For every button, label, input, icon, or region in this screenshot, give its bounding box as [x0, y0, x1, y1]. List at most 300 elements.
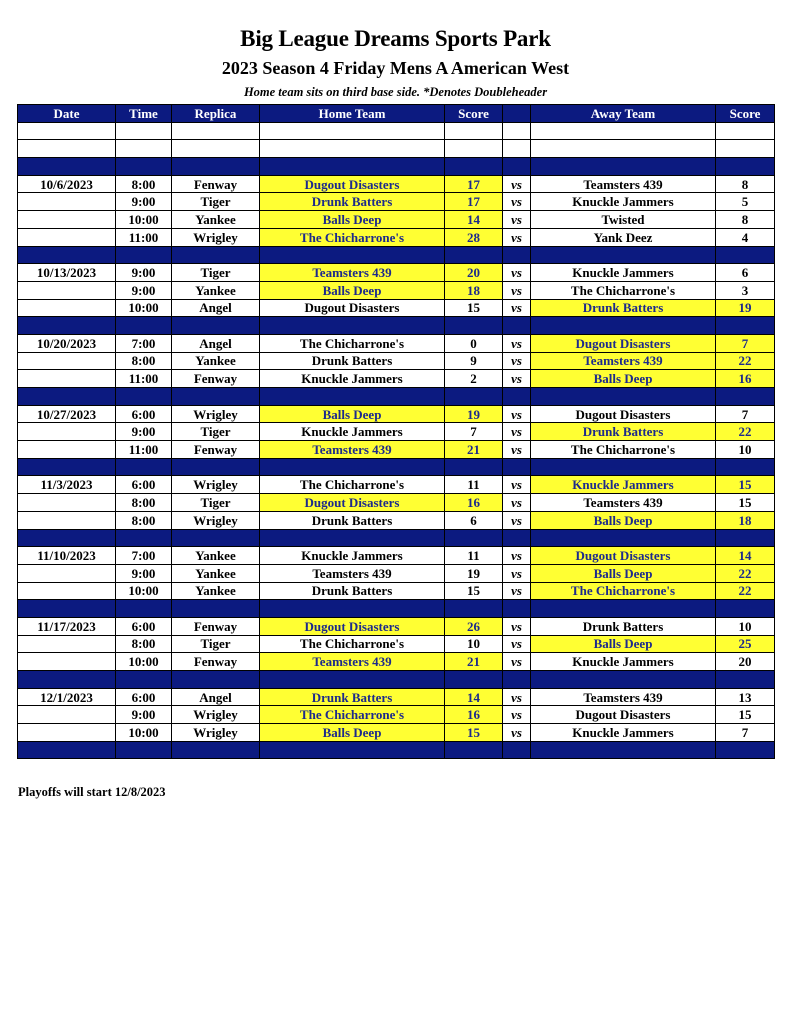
empty-cell [716, 529, 775, 547]
empty-cell [716, 158, 775, 176]
away-score: 18 [716, 511, 775, 529]
home-team: Teamsters 439 [260, 264, 445, 282]
away-score: 13 [716, 688, 775, 706]
home-team: Balls Deep [260, 211, 445, 229]
empty-cell [260, 317, 445, 335]
game-time: 8:00 [116, 511, 172, 529]
empty-cell [260, 140, 445, 158]
vs-label: vs [503, 175, 531, 193]
home-team: Teamsters 439 [260, 564, 445, 582]
home-team: Teamsters 439 [260, 441, 445, 459]
away-team: Drunk Batters [531, 299, 716, 317]
away-score: 7 [716, 334, 775, 352]
game-replica: Angel [172, 334, 260, 352]
empty-cell [116, 388, 172, 406]
game-time: 8:00 [116, 635, 172, 653]
vs-label: vs [503, 547, 531, 565]
empty-cell [531, 671, 716, 689]
home-team: Drunk Batters [260, 582, 445, 600]
home-team: Knuckle Jammers [260, 547, 445, 565]
game-replica: Fenway [172, 441, 260, 459]
vs-label: vs [503, 582, 531, 600]
vs-label: vs [503, 281, 531, 299]
game-replica: Yankee [172, 281, 260, 299]
away-team: Twisted [531, 211, 716, 229]
col-header-vs [503, 105, 531, 123]
game-date [18, 635, 116, 653]
home-score: 19 [445, 405, 503, 423]
game-replica: Wrigley [172, 228, 260, 246]
vs-label: vs [503, 211, 531, 229]
home-team: Dugout Disasters [260, 175, 445, 193]
page-subtitle: 2023 Season 4 Friday Mens A American West [221, 58, 570, 78]
game-time: 10:00 [116, 299, 172, 317]
empty-cell [445, 317, 503, 335]
empty-cell [116, 529, 172, 547]
empty-cell [531, 140, 716, 158]
home-score: 6 [445, 511, 503, 529]
empty-cell [260, 122, 445, 140]
away-team: Knuckle Jammers [531, 724, 716, 742]
empty-cell [260, 246, 445, 264]
away-team: The Chicharrone's [531, 441, 716, 459]
home-team: Drunk Batters [260, 352, 445, 370]
empty-cell [172, 246, 260, 264]
empty-cell [18, 529, 116, 547]
home-score: 0 [445, 334, 503, 352]
vs-label: vs [503, 228, 531, 246]
game-row [18, 706, 775, 724]
away-team: Dugout Disasters [531, 405, 716, 423]
empty-cell [503, 388, 531, 406]
home-score: 14 [445, 211, 503, 229]
game-time: 11:00 [116, 441, 172, 459]
empty-cell [18, 140, 116, 158]
away-team: The Chicharrone's [531, 281, 716, 299]
empty-cell [445, 529, 503, 547]
game-date [18, 423, 116, 441]
game-date: 10/6/2023 [18, 175, 116, 193]
home-score: 21 [445, 441, 503, 459]
away-team: Knuckle Jammers [531, 264, 716, 282]
game-replica: Fenway [172, 175, 260, 193]
empty-cell [445, 246, 503, 264]
game-row [18, 299, 775, 317]
home-score: 14 [445, 688, 503, 706]
vs-label: vs [503, 423, 531, 441]
home-score: 18 [445, 281, 503, 299]
empty-cell [260, 458, 445, 476]
game-time: 7:00 [116, 547, 172, 565]
game-row [18, 193, 775, 211]
home-score: 15 [445, 724, 503, 742]
game-date: 11/10/2023 [18, 547, 116, 565]
empty-cell [716, 122, 775, 140]
game-replica: Angel [172, 299, 260, 317]
home-team: Drunk Batters [260, 688, 445, 706]
game-row [18, 547, 775, 565]
game-date: 10/20/2023 [18, 334, 116, 352]
empty-cell [260, 529, 445, 547]
empty-cell [172, 122, 260, 140]
game-replica: Wrigley [172, 724, 260, 742]
game-row [18, 724, 775, 742]
home-score: 16 [445, 494, 503, 512]
game-time: 6:00 [116, 617, 172, 635]
away-score: 15 [716, 494, 775, 512]
empty-cell [172, 317, 260, 335]
vs-label: vs [503, 405, 531, 423]
game-time: 8:00 [116, 494, 172, 512]
game-replica: Wrigley [172, 511, 260, 529]
col-header-away-score: Score [716, 105, 775, 123]
empty-cell [260, 741, 445, 759]
col-header-home-team: Home Team [260, 105, 445, 123]
away-team: Teamsters 439 [531, 494, 716, 512]
empty-cell [260, 388, 445, 406]
home-score: 11 [445, 547, 503, 565]
empty-cell [531, 458, 716, 476]
game-row [18, 405, 775, 423]
empty-cell [445, 158, 503, 176]
game-date [18, 281, 116, 299]
away-score: 16 [716, 370, 775, 388]
vs-label: vs [503, 193, 531, 211]
empty-cell [445, 122, 503, 140]
playoffs-note: Playoffs will start 12/8/2023 [18, 785, 166, 799]
game-time: 6:00 [116, 688, 172, 706]
week-separator-row [18, 388, 775, 406]
empty-cell [503, 122, 531, 140]
game-time: 10:00 [116, 211, 172, 229]
week-separator-row [18, 529, 775, 547]
game-time: 9:00 [116, 193, 172, 211]
empty-cell [18, 671, 116, 689]
game-date: 10/13/2023 [18, 264, 116, 282]
game-time: 10:00 [116, 582, 172, 600]
game-date [18, 211, 116, 229]
home-team: The Chicharrone's [260, 706, 445, 724]
home-team: Balls Deep [260, 405, 445, 423]
vs-label: vs [503, 564, 531, 582]
game-date: 10/27/2023 [18, 405, 116, 423]
empty-cell [503, 246, 531, 264]
away-team: Balls Deep [531, 635, 716, 653]
away-team: Dugout Disasters [531, 334, 716, 352]
away-score: 7 [716, 724, 775, 742]
week-separator-row [18, 246, 775, 264]
away-team: The Chicharrone's [531, 582, 716, 600]
home-score: 11 [445, 476, 503, 494]
empty-cell [18, 388, 116, 406]
away-score: 22 [716, 564, 775, 582]
home-team: Balls Deep [260, 724, 445, 742]
week-separator-row [18, 158, 775, 176]
away-team: Drunk Batters [531, 617, 716, 635]
game-date [18, 706, 116, 724]
away-score: 14 [716, 547, 775, 565]
game-replica: Yankee [172, 564, 260, 582]
page-title: Big League Dreams Sports Park [240, 26, 551, 51]
vs-label: vs [503, 334, 531, 352]
game-date [18, 564, 116, 582]
vs-label: vs [503, 724, 531, 742]
away-score: 8 [716, 175, 775, 193]
game-date [18, 299, 116, 317]
game-replica: Yankee [172, 582, 260, 600]
empty-cell [716, 317, 775, 335]
game-replica: Tiger [172, 264, 260, 282]
empty-cell [445, 140, 503, 158]
vs-label: vs [503, 511, 531, 529]
col-header-home-score: Score [445, 105, 503, 123]
empty-cell [18, 741, 116, 759]
empty-cell [116, 246, 172, 264]
away-score: 6 [716, 264, 775, 282]
game-row [18, 494, 775, 512]
game-row [18, 228, 775, 246]
week-separator-row [18, 741, 775, 759]
game-date [18, 511, 116, 529]
home-team: Knuckle Jammers [260, 423, 445, 441]
home-score: 20 [445, 264, 503, 282]
game-time: 11:00 [116, 228, 172, 246]
empty-cell [531, 158, 716, 176]
empty-cell [116, 317, 172, 335]
seating-note: Home team sits on third base side. *Denotes Doubleheader [243, 85, 548, 99]
vs-label: vs [503, 370, 531, 388]
away-score: 20 [716, 653, 775, 671]
home-score: 21 [445, 653, 503, 671]
week-separator-row [18, 317, 775, 335]
away-score: 15 [716, 706, 775, 724]
empty-cell [503, 158, 531, 176]
away-score: 5 [716, 193, 775, 211]
week-separator-row [18, 458, 775, 476]
empty-cell [716, 741, 775, 759]
game-row [18, 617, 775, 635]
game-replica: Tiger [172, 494, 260, 512]
game-replica: Tiger [172, 193, 260, 211]
empty-cell [172, 741, 260, 759]
game-time: 9:00 [116, 564, 172, 582]
game-time: 6:00 [116, 405, 172, 423]
game-replica: Yankee [172, 547, 260, 565]
home-score: 19 [445, 564, 503, 582]
game-replica: Fenway [172, 617, 260, 635]
empty-cell [531, 600, 716, 618]
empty-cell [172, 388, 260, 406]
empty-cell [116, 458, 172, 476]
home-score: 2 [445, 370, 503, 388]
home-team: The Chicharrone's [260, 228, 445, 246]
game-replica: Yankee [172, 352, 260, 370]
home-team: Drunk Batters [260, 511, 445, 529]
game-row [18, 264, 775, 282]
game-replica: Wrigley [172, 405, 260, 423]
away-score: 10 [716, 617, 775, 635]
away-team: Teamsters 439 [531, 175, 716, 193]
vs-label: vs [503, 476, 531, 494]
col-header-date: Date [18, 105, 116, 123]
game-time: 9:00 [116, 423, 172, 441]
away-score: 7 [716, 405, 775, 423]
col-header-time: Time [116, 105, 172, 123]
game-date [18, 653, 116, 671]
game-time: 8:00 [116, 352, 172, 370]
game-replica: Fenway [172, 653, 260, 671]
game-date: 12/1/2023 [18, 688, 116, 706]
game-replica: Fenway [172, 370, 260, 388]
empty-cell [116, 158, 172, 176]
empty-cell [531, 529, 716, 547]
home-team: Teamsters 439 [260, 653, 445, 671]
home-team: Balls Deep [260, 281, 445, 299]
game-date [18, 228, 116, 246]
away-score: 10 [716, 441, 775, 459]
empty-cell [503, 317, 531, 335]
game-replica: Wrigley [172, 706, 260, 724]
away-team: Drunk Batters [531, 423, 716, 441]
game-replica: Yankee [172, 211, 260, 229]
away-team: Knuckle Jammers [531, 193, 716, 211]
away-score: 22 [716, 423, 775, 441]
home-team: Dugout Disasters [260, 494, 445, 512]
home-team: Dugout Disasters [260, 299, 445, 317]
home-team: Knuckle Jammers [260, 370, 445, 388]
empty-cell [503, 600, 531, 618]
vs-label: vs [503, 441, 531, 459]
home-score: 15 [445, 582, 503, 600]
away-score: 4 [716, 228, 775, 246]
empty-cell [445, 458, 503, 476]
empty-cell [18, 458, 116, 476]
away-team: Balls Deep [531, 370, 716, 388]
empty-cell [260, 158, 445, 176]
game-row [18, 635, 775, 653]
empty-cell [716, 140, 775, 158]
week-separator-row [18, 600, 775, 618]
empty-cell [18, 600, 116, 618]
empty-cell [18, 158, 116, 176]
empty-cell [503, 529, 531, 547]
blank-row [18, 140, 775, 158]
game-time: 6:00 [116, 476, 172, 494]
home-score: 15 [445, 299, 503, 317]
empty-cell [116, 140, 172, 158]
home-score: 17 [445, 175, 503, 193]
game-row [18, 334, 775, 352]
vs-label: vs [503, 299, 531, 317]
away-score: 15 [716, 476, 775, 494]
empty-cell [18, 122, 116, 140]
vs-label: vs [503, 264, 531, 282]
game-date [18, 352, 116, 370]
home-score: 7 [445, 423, 503, 441]
game-row [18, 582, 775, 600]
away-team: Teamsters 439 [531, 688, 716, 706]
game-time: 10:00 [116, 724, 172, 742]
away-team: Balls Deep [531, 511, 716, 529]
game-row [18, 211, 775, 229]
game-time: 7:00 [116, 334, 172, 352]
empty-cell [18, 246, 116, 264]
vs-label: vs [503, 635, 531, 653]
away-score: 22 [716, 352, 775, 370]
empty-cell [716, 388, 775, 406]
empty-cell [531, 317, 716, 335]
game-date [18, 441, 116, 459]
game-row [18, 688, 775, 706]
game-date: 11/3/2023 [18, 476, 116, 494]
empty-cell [445, 671, 503, 689]
vs-label: vs [503, 617, 531, 635]
home-team: The Chicharrone's [260, 334, 445, 352]
away-team: Yank Deez [531, 228, 716, 246]
away-team: Knuckle Jammers [531, 653, 716, 671]
schedule-table [17, 104, 775, 759]
away-score: 22 [716, 582, 775, 600]
game-date [18, 582, 116, 600]
home-score: 10 [445, 635, 503, 653]
away-team: Knuckle Jammers [531, 476, 716, 494]
empty-cell [531, 741, 716, 759]
game-time: 8:00 [116, 175, 172, 193]
empty-cell [172, 600, 260, 618]
game-date [18, 370, 116, 388]
game-replica: Angel [172, 688, 260, 706]
vs-label: vs [503, 653, 531, 671]
game-row [18, 352, 775, 370]
schedule-body [18, 122, 775, 759]
away-team: Dugout Disasters [531, 706, 716, 724]
empty-cell [503, 458, 531, 476]
blank-row [18, 122, 775, 140]
game-row [18, 423, 775, 441]
empty-cell [116, 671, 172, 689]
empty-cell [116, 122, 172, 140]
game-row [18, 175, 775, 193]
game-time: 9:00 [116, 281, 172, 299]
empty-cell [172, 671, 260, 689]
game-date [18, 494, 116, 512]
home-team: The Chicharrone's [260, 476, 445, 494]
empty-cell [172, 529, 260, 547]
empty-cell [172, 140, 260, 158]
empty-cell [503, 140, 531, 158]
vs-label: vs [503, 494, 531, 512]
empty-cell [531, 122, 716, 140]
game-row [18, 653, 775, 671]
game-row [18, 370, 775, 388]
home-score: 16 [445, 706, 503, 724]
game-replica: Wrigley [172, 476, 260, 494]
empty-cell [716, 246, 775, 264]
game-date: 11/17/2023 [18, 617, 116, 635]
empty-cell [503, 671, 531, 689]
home-score: 9 [445, 352, 503, 370]
empty-cell [531, 388, 716, 406]
away-team: Teamsters 439 [531, 352, 716, 370]
away-score: 8 [716, 211, 775, 229]
away-score: 25 [716, 635, 775, 653]
empty-cell [116, 600, 172, 618]
home-team: Dugout Disasters [260, 617, 445, 635]
empty-cell [116, 741, 172, 759]
game-date [18, 724, 116, 742]
week-separator-row [18, 671, 775, 689]
game-time: 11:00 [116, 370, 172, 388]
